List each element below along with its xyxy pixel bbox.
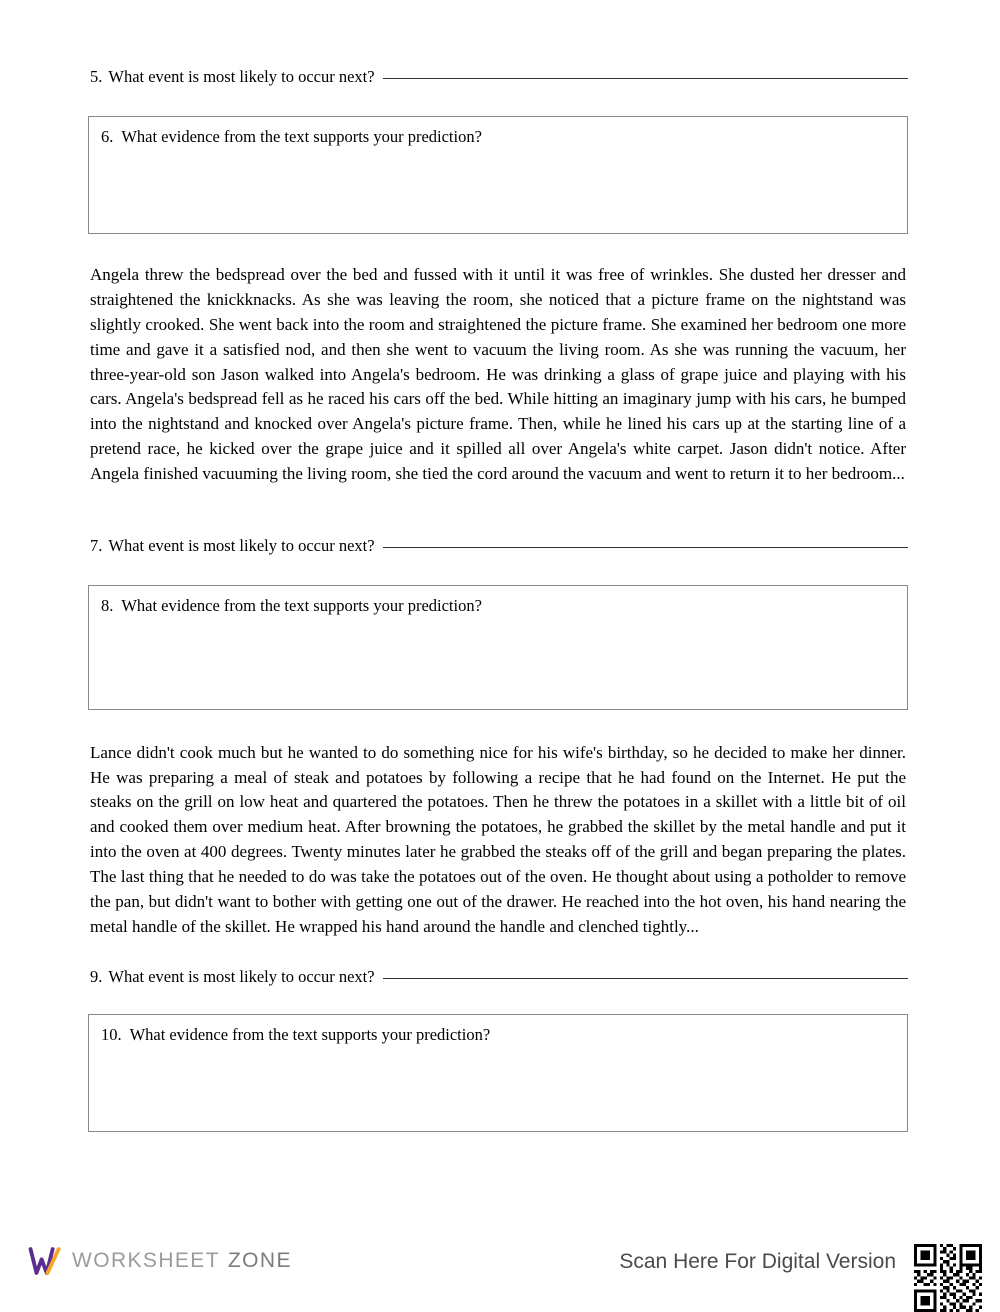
question-line-9 — [88, 966, 908, 988]
question-text-7: What event is most likely to occur next? — [108, 535, 375, 555]
answer-box-prompt-10: 10. What evidence from the text supports your prediction? — [101, 1024, 491, 1044]
question-number-7: 7. — [90, 535, 103, 555]
qr-code-icon[interactable] — [914, 1244, 982, 1312]
answer-rule-5[interactable] — [383, 77, 908, 79]
answer-box-prompt-8: 8. What evidence from the text supports your prediction? — [101, 595, 482, 615]
answer-box-prompt-6: 6. What evidence from the text supports your prediction? — [101, 127, 482, 147]
question-line-5 — [88, 66, 908, 88]
question-number-9: 9. — [90, 967, 103, 987]
question-text-9: What event is most likely to occur next? — [108, 967, 375, 987]
passage-lance: Lance didn't cook much but he wanted to do something nice for his wife's birthday, so he decided to make her dinner. He was preparing a meal of steak and potatoes by following a recipe that he had found on the Internet. He put the steaks on the grill on low heat and quartered the potatoes. Then he threw the potatoes in a skillet with a little bit of oil and cooked them over medium heat. After browning the potatoes, he grabbed the skillet by the metal handle and put it into the oven at 400 degrees. Twenty minutes later he grabbed the steaks off of the grill and began preparing the plates. The last thing that he needed to do was take the potatoes out of the oven. He thought about using a potholder to remove the pan, but didn't want to bother with getting one out of the drawer. He reached into the hot oven, his hand nearing the metal handle of the skillet. He wrapped his hand around the handle and clenched tightly... — [90, 742, 906, 936]
scan-label: Scan Here For Digital Version — [619, 1250, 896, 1273]
question-line-7 — [88, 535, 908, 557]
page-footer — [0, 1232, 1000, 1294]
answer-rule-9[interactable] — [383, 977, 908, 979]
worksheet-content — [88, 66, 908, 1132]
answer-box-6[interactable] — [88, 116, 908, 234]
answer-box-10[interactable] — [88, 1014, 908, 1132]
answer-rule-7[interactable] — [383, 546, 908, 548]
question-text-5: What event is most likely to occur next? — [108, 67, 375, 86]
brand-text-worksheet: WORKSHEET — [72, 1249, 220, 1272]
passage-angela: Angela threw the bedspread over the bed and fussed with it until it was free of wrinkles. She dusted her dresser and straightened the knickknacks. As she was leaving the room, she noticed that a picture frame on the nightstand was slightly crooked. She went back into the room and straightened the picture frame. She examined her bedroom one more time and gave it a satisfied nod, and then she went to vacuum the living room. As she was running the vacuum, her three-year-old son Jason walked into Angela's bedroom. He was drinking a glass of grape juice and playing with his cars. Angela's bedspread fell as he raced his cars off the bed. While hitting an imaginary jump with his cars, he bumped into the nightstand and knocked over Angela's picture frame. Then, while he lined his cars up at the starting line of a pretend race, he kicked over the grape juice and it spilled all over Angela's white carpet. Jason didn't notice. After Angela finished vacuuming the living room, she tied the cord around the vacuum and went to return it to her bedroom... — [90, 265, 906, 483]
worksheet-zone-logo-icon — [28, 1244, 62, 1278]
answer-box-8[interactable] — [88, 585, 908, 710]
brand-logo — [28, 1244, 292, 1278]
brand-text-zone: ZONE — [227, 1249, 292, 1272]
question-number-5: 5. — [90, 67, 103, 86]
brand-text — [72, 1249, 292, 1273]
